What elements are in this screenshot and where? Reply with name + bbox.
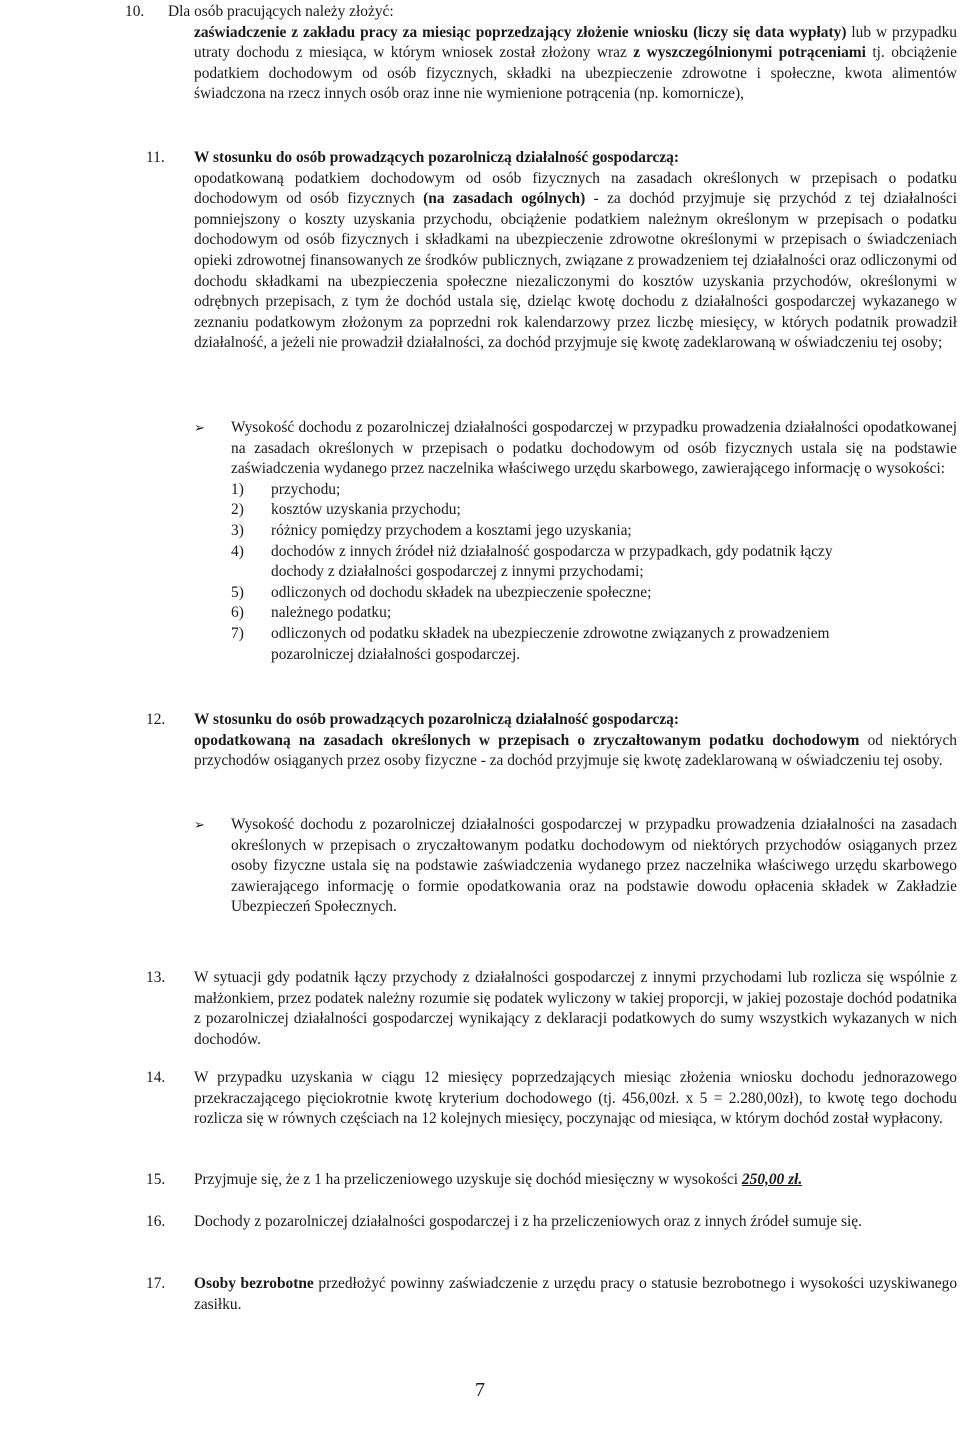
paragraph-text: przedłożyć powinny zaświadczenie z urzędu pracy o statusie bezrobotnego i wysokości uzyskiwanego zasiłku. <box>194 1275 958 1313</box>
section-heading: W stosunku do osób prowadzących pozarolniczą działalność gospodarczą: <box>194 149 680 166</box>
list-item: 6) należnego podatku; <box>231 604 392 622</box>
section-number: 11. <box>146 149 165 166</box>
arrow-bullet-icon: ➢ <box>194 420 205 435</box>
paragraph-text: od niektórych przychodów osiąganych przez osoby fizyczne - za dochód przyjmuje się kwotę zadeklarowaną w oświadczeniu tej osoby. <box>194 731 957 770</box>
amount-value: 250,00 zł. <box>741 1171 803 1188</box>
bullet-body <box>231 418 957 665</box>
general-rules-emphasis: (na zasadach ogólnych) <box>423 190 586 208</box>
list-item: 5) odliczonych od dochodu składek na ubezpieczenie społeczne; <box>231 583 652 601</box>
intro-text: Dla osób pracujących należy złożyć: <box>168 3 394 20</box>
flat-rate-emphasis: opodatkowaną na zasadach określonych w przepisach o zryczałtowanym podatku dochodowym <box>194 731 860 749</box>
section-number: 12. <box>146 711 166 728</box>
list-item-continuation: dochody z działalności gospodarczej z innymi przychodami; <box>271 563 644 581</box>
section-heading: W stosunku do osób prowadzących pozarolniczą działalność gospodarczą: <box>194 711 680 728</box>
section-body: Dochody z pozarolniczej działalności gospodarczej i z ha przeliczeniowych oraz z innych źródeł sumuje się. <box>194 1213 862 1230</box>
section-number: 14. <box>146 1069 166 1086</box>
section-body <box>194 710 957 772</box>
deductions-emphasis: z wyszczególnionymi potrąceniami <box>633 44 866 62</box>
section-number: 10. <box>125 3 145 20</box>
section-number: 17. <box>146 1275 166 1292</box>
income-items-list <box>231 480 957 665</box>
list-item: 1) przychodu; <box>231 480 341 498</box>
certificate-requirement: zaświadczenie z zakładu pracy za miesiąc poprzedzający złożenie wniosku (liczy się data wypłaty) <box>194 23 847 41</box>
section-body-rest <box>168 23 957 105</box>
list-item: 7) odliczonych od podatku składek na ubezpieczenie zdrowotne związanych z prowadzeniem <box>231 624 830 642</box>
section-number: 13. <box>146 969 166 986</box>
section-number: 16. <box>146 1213 166 1230</box>
paragraph-text: opodatkowaną podatkiem dochodowym od osób fizycznych na zasadach określonych w przepisach o podatku dochodowym od osób fizycznych <box>194 169 957 208</box>
list-item: 4) dochodów z innych źródeł niż działalność gospodarcza w przypadkach, gdy podatnik łączy <box>231 542 833 560</box>
bullet-text: Wysokość dochodu z pozarolniczej działalności gospodarczej w przypadku prowadzenia działalności opodatkowanej na zasadach określonych w przepisach o podatku dochodowym od osób fizycznych ustala się na podstawie zaświadczenia wydanego przez naczelnika właściwego urzędu skarbowego, zawierającego informację o wysokości: <box>231 419 957 478</box>
paragraph-text-continued: - za dochód przyjmuje się przychód z tej działalności pomniejszony o koszty uzyskania przychodu, obciążenie podatkiem należnym określonym w przepisach o podatku dochodowym od osób fizycznych i składkami na ubezpieczenie zdrowotne określonymi w przepisach o świadczeniach opieki zdrowotnej finansowanych ze środków publicznych, związane z prowadzeniem tej działalności oraz odliczonymi od dochodu składkami na ubezpieczenia społeczne niezaliczonymi do kosztów uzyskania przychodów, określonymi w odrębnych przepisach, z tym że dochód ustala się, dzieląc kwotę dochodu z działalności gospodarczej wykazanego w zeznaniu podatkowym złożonym za poprzedni rok kalendarzowy przez liczbę miesięcy, w których podatnik prowadził działalność, a jeżeli nie prowadził działalności, za dochód przyjmuje się kwotę zadeklarowaną w oświadczeniu tej osoby; <box>194 190 957 352</box>
section-body <box>194 1170 957 1191</box>
loss-of-income-text: lub w przypadku utraty dochodu z miesiąca, w którym wniosek został złożony wraz <box>194 23 957 62</box>
unemployed-emphasis: Osoby bezrobotne <box>194 1275 314 1292</box>
section-body <box>168 2 957 105</box>
section-number: 15. <box>146 1171 166 1188</box>
section-body: W sytuacji gdy podatnik łączy przychody z działalności gospodarczej z innymi przychodami lub rozlicza się wspólnie z małżonkiem, przez podatek należny rozumie się podatek wyliczony w takiej proporcji, w jakiej pozostaje dochód podatnika z pozarolniczej działalności gospodarczej wynikający z deklaracji podatkowych do sumy wszystkich wykazanych w nich dochodów. <box>194 969 957 1048</box>
paragraph-text: Przyjmuje się, że z 1 ha przeliczeniowego uzyskuje się dochód miesięczny w wysokości <box>194 1171 739 1188</box>
bullet-body: Wysokość dochodu z pozarolniczej działalności gospodarczej w przypadku prowadzenia działalności na zasadach określonych w przepisach o zryczałtowanym podatku dochodowym od niektórych przychodów osiąganych przez osoby fizyczne ustala się na podstawie zaświadczenia wydanego przez naczelnika właściwego urzędu skarbowego zawierającego informację o formie opodatkowania oraz na podstawie dowodu opłacenia składek w Zakładzie Ubezpieczeń Społecznych. <box>231 816 957 916</box>
section-body: W przypadku uzyskania w ciągu 12 miesięcy poprzedzających miesiąc złożenia wniosku dochodu jednorazowego przekraczającego pięciokrotnie kwotę kryterium dochodowego (tj. 456,00zł. x 5 = 2.280,00zł), to kwotę tego dochodu rozlicza się w równych częściach na 12 kolejnych miesięcy, poczynając od miesiąca, w którym dochód został wypłacony. <box>194 1069 957 1128</box>
list-item: 2) kosztów uzyskania przychodu; <box>231 501 461 519</box>
page-number: 7 <box>475 1379 485 1401</box>
arrow-bullet-icon: ➢ <box>194 817 205 832</box>
list-item: 3) różnicy pomiędzy przychodem a kosztami jego uzyskania; <box>231 521 632 539</box>
section-body <box>194 148 957 354</box>
list-item-continuation: pozarolniczej działalności gospodarczej. <box>271 645 521 663</box>
section-body <box>194 1274 957 1315</box>
deductions-text: tj. obciążenie podatkiem dochodowym od osób fizycznych, składki na ubezpieczenie zdrowotne i społeczne, kwota alimentów świadczona na rzecz innych osób oraz inne nie wymienione potrącenia (np. komornicze), <box>194 44 957 103</box>
